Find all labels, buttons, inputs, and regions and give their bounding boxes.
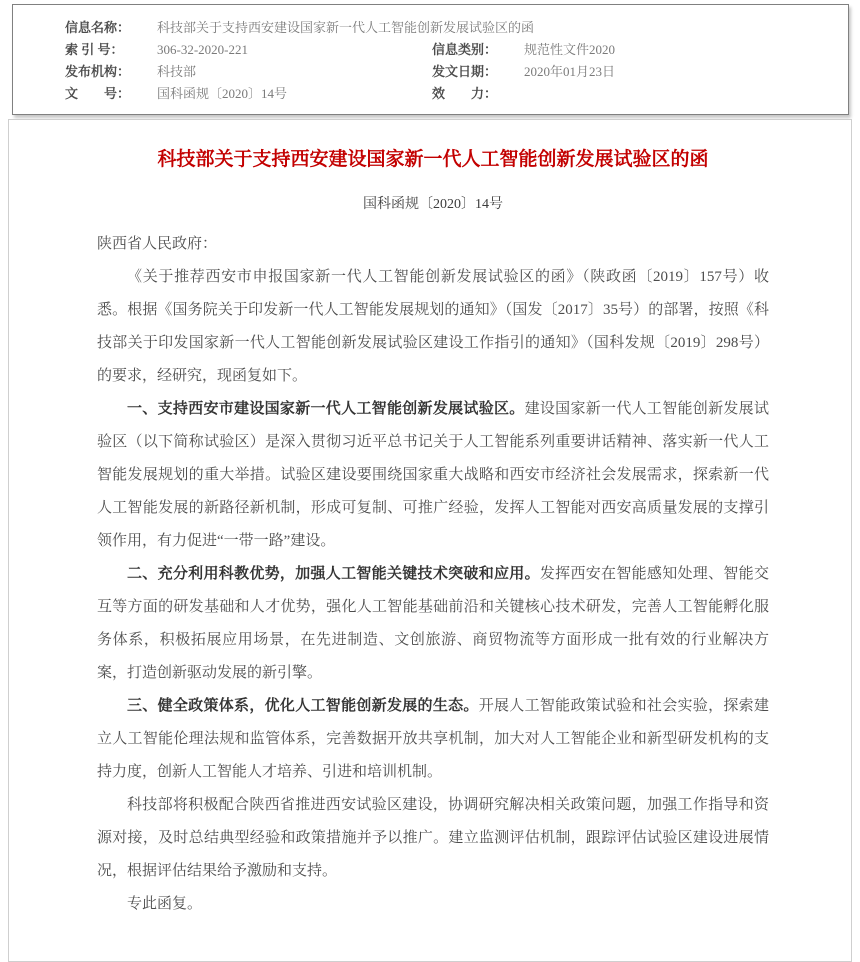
paragraph-lead: 三、健全政策体系，优化人工智能创新发展的生态。	[127, 698, 479, 714]
paragraph-lead: 二、充分利用科教优势，加强人工智能关键技术突破和应用。	[127, 566, 540, 582]
meta-label-effectiveness: 效 力：	[432, 86, 498, 101]
document-body	[97, 228, 769, 921]
meta-value-issue-date: 2020年01月23日	[524, 64, 616, 79]
metadata-panel	[12, 4, 849, 115]
meta-value-info-name: 科技部关于支持西安建设国家新一代人工智能创新发展试验区的函	[157, 20, 535, 35]
document-panel	[8, 119, 852, 962]
meta-value-info-category: 规范性文件2020	[524, 42, 616, 57]
paragraph-text: 开展人工智能政策试验和社会实验，探索建立人工智能伦理法规和监管体系，完善数据开放共享机制，加大对人工智能企业和新型研发机构的支持力度，创新人工智能人才培养、引进和培训机制。	[97, 698, 769, 780]
addressee: 陕西省人民政府：	[97, 236, 218, 252]
meta-value-doc-number: 国科函规〔2020〕14号	[157, 86, 288, 101]
paragraph-closing-support	[97, 789, 769, 888]
paragraph-text: 专此函复。	[127, 896, 203, 912]
paragraph-text: 发挥西安在智能感知处理、智能交互等方面的研发基础和人才优势，强化人工智能基础前沿和关键核心技术研发，完善人工智能孵化服务体系，积极拓展应用场景，在先进制造、文创旅游、商贸物流等方面形成一批有效的行业解决方案，打造创新驱动发展的新引擎。	[97, 566, 769, 681]
meta-label-info-name: 信息名称：	[65, 20, 131, 35]
paragraph-section-1	[97, 393, 769, 558]
paragraph-lead: 一、支持西安市建设国家新一代人工智能创新发展试验区。	[127, 401, 525, 417]
meta-row-agency	[13, 61, 848, 83]
meta-value-publish-agency: 科技部	[157, 64, 197, 79]
paragraph-section-3	[97, 690, 769, 789]
paragraph-text: 建设国家新一代人工智能创新发展试验区（以下简称试验区）是深入贯彻习近平总书记关于人工智能系列重要讲话精神、落实新一代人工智能发展规划的重大举措。试验区建设要围绕国家重大战略和西安市经济社会发展需求，探索新一代人工智能发展的新路径新机制，形成可复制、可推广经验，发挥人工智能对西安高质量发展的支撑引领作用，有力促进“一带一路”建设。	[97, 401, 769, 549]
meta-label-issue-date: 发文日期：	[432, 64, 498, 79]
meta-row-index	[13, 39, 848, 61]
paragraph-section-2	[97, 558, 769, 690]
paragraph-reply	[97, 888, 769, 921]
paragraph-text: 科技部将积极配合陕西省推进西安试验区建设，协调研究解决相关政策问题，加强工作指导和资源对接，及时总结典型经验和政策措施并予以推广。建立监测评估机制，跟踪评估试验区建设进展情况，根据评估结果给予激励和支持。	[97, 797, 769, 879]
meta-row-docnum	[13, 83, 848, 105]
paragraph-text: 《关于推荐西安市申报国家新一代人工智能创新发展试验区的函》（陕政函〔2019〕157号）收悉。根据《国务院关于印发新一代人工智能发展规划的通知》（国发〔2017〕35号）的部署，按照《科技部关于印发国家新一代人工智能创新发展试验区建设工作指引的通知》（国科发规〔2019〕298号）的要求，经研究，现函复如下。	[97, 269, 769, 384]
meta-label-doc-number: 文 号：	[65, 86, 131, 101]
document-title: 科技部关于支持西安建设国家新一代人工智能创新发展试验区的函	[157, 149, 709, 170]
meta-label-info-category: 信息类别：	[432, 42, 498, 57]
meta-label-index-number: 索 引 号：	[65, 42, 124, 57]
meta-label-publish-agency: 发布机构：	[65, 64, 131, 79]
document-number: 国科函规〔2020〕14号	[363, 197, 503, 212]
meta-value-index-number: 306-32-2020-221	[157, 42, 248, 57]
meta-row-name	[13, 17, 848, 39]
paragraph-intro	[97, 261, 769, 393]
